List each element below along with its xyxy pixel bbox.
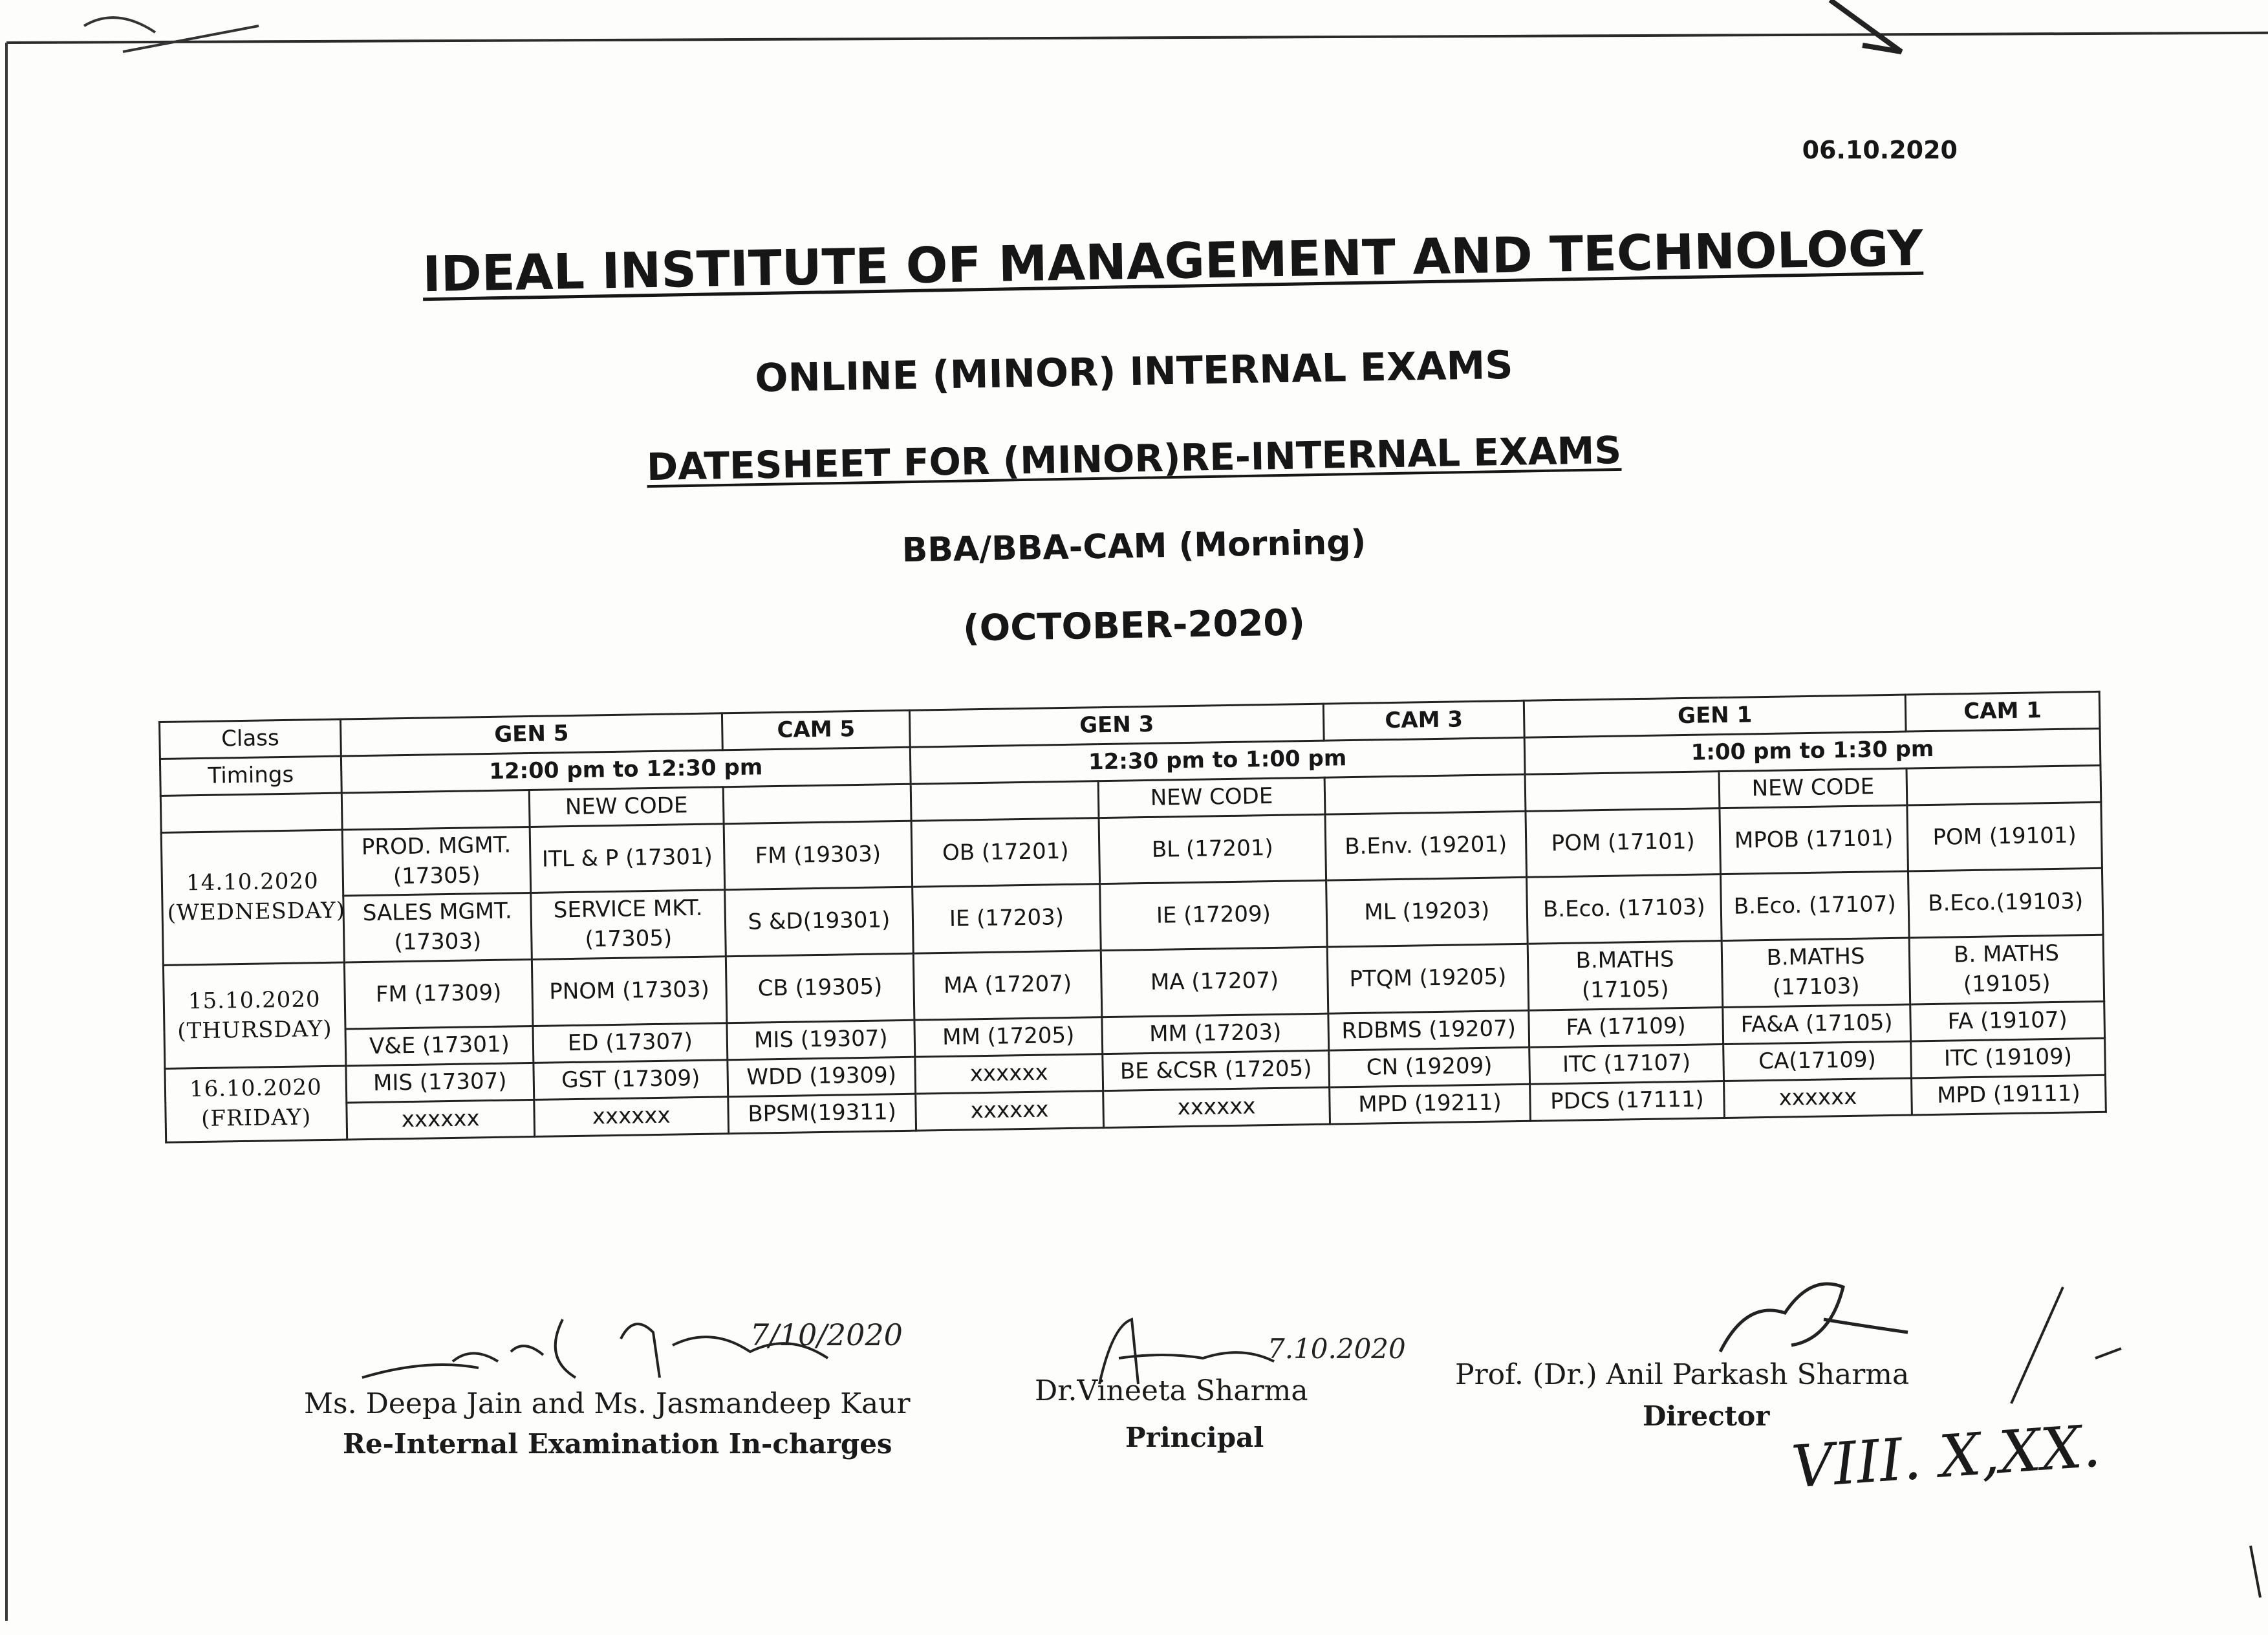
- exam-date: 16.10.2020: [189, 1074, 323, 1103]
- subject-cell: MA (17207): [1101, 947, 1328, 1017]
- subject-cell: ITC (19109): [1911, 1038, 2106, 1078]
- datesheet-table-wrapper: [158, 691, 2105, 1143]
- subject-cell: MA (17207): [913, 951, 1102, 1020]
- subject-cell: BE &CSR (17205): [1103, 1050, 1330, 1090]
- session-title: (OCTOBER-2020): [962, 601, 1306, 650]
- timings-label: Timings: [160, 756, 341, 796]
- principal-role: Principal: [1125, 1422, 1264, 1453]
- subject-cell: FM (19303): [724, 821, 913, 890]
- exam-date: 15.10.2020: [188, 986, 321, 1015]
- subject-cell: V&E (17301): [345, 1026, 534, 1065]
- subject-cell: S &D(19301): [725, 887, 914, 957]
- exam-date-cell: [161, 830, 344, 966]
- subject-cell: B. MATHS (19105): [1909, 935, 2104, 1004]
- subject-cell: MIS (17307): [346, 1063, 534, 1102]
- subject-cell: PDCS (17111): [1530, 1081, 1725, 1121]
- table-cell: [1324, 774, 1526, 814]
- datesheet-title: DATESHEET FOR (MINOR)RE-INTERNAL EXAMS: [646, 428, 1622, 490]
- subject-cell: xxxxxx: [1724, 1078, 1912, 1118]
- handwritten-note: VIII. X,XX.: [1789, 1412, 2103, 1502]
- timing-slot-1: 12:00 pm to 12:30 pm: [341, 747, 911, 793]
- table-cell: [723, 784, 911, 823]
- subject-cell: xxxxxx: [534, 1097, 729, 1137]
- subject-cell: OB (17201): [911, 817, 1100, 887]
- subject-cell: FA (17109): [1529, 1008, 1723, 1048]
- exam-weekday: (THURSDAY): [177, 1015, 332, 1045]
- table-cell: [1906, 765, 2101, 805]
- principal-handwritten-date: 7.10.2020: [1268, 1333, 1406, 1365]
- subject-cell: MPD (19211): [1330, 1084, 1531, 1124]
- subject-cell: PROD. MGMT. (17305): [342, 827, 531, 896]
- subject-cell: xxxxxx: [347, 1099, 535, 1139]
- programme-title: BBA/BBA-CAM (Morning): [902, 523, 1366, 570]
- exam-weekday: (FRIDAY): [200, 1104, 312, 1132]
- group-gen5: GEN 5: [340, 713, 722, 756]
- subject-cell: B.Eco. (17107): [1721, 871, 1910, 940]
- subject-cell: MPD (19111): [1912, 1075, 2106, 1115]
- director-name: Prof. (Dr.) Anil Parkash Sharma: [1455, 1358, 1910, 1391]
- class-label: Class: [160, 719, 341, 759]
- subject-cell: BL (17201): [1099, 814, 1326, 884]
- subject-cell: B.Env. (19201): [1325, 811, 1527, 881]
- issue-date: 06.10.2020: [1802, 136, 1958, 164]
- subject-cell: MM (17205): [914, 1017, 1103, 1057]
- incharges-handwritten-date: 7/10/2020: [750, 1317, 903, 1352]
- subject-cell: WDD (19309): [728, 1057, 916, 1096]
- exam-date: 14.10.2020: [186, 868, 319, 896]
- datesheet-table: [158, 691, 2107, 1143]
- subject-cell: B.MATHS (17105): [1528, 941, 1723, 1010]
- timing-slot-2: 12:30 pm to 1:00 pm: [910, 737, 1525, 784]
- subject-cell: PTQM (19205): [1327, 944, 1529, 1014]
- subject-cell: B.Eco. (17103): [1527, 874, 1722, 944]
- subject-cell: POM (19101): [1907, 802, 2102, 871]
- subject-cell: GST (17309): [534, 1060, 728, 1100]
- subject-cell: RDBMS (19207): [1328, 1010, 1529, 1050]
- subject-cell: ED (17307): [533, 1023, 728, 1063]
- subject-cell: MM (17203): [1102, 1013, 1329, 1054]
- exam-date-cell: [163, 962, 345, 1068]
- director-signature: [1694, 1261, 1966, 1371]
- group-gen1: GEN 1: [1524, 695, 1906, 737]
- subject-cell: POM (17101): [1526, 808, 1721, 877]
- new-code-label: NEW CODE: [1719, 768, 1907, 808]
- exam-weekday: (WEDNESDAY): [167, 897, 346, 926]
- director-role: Director: [1643, 1400, 1770, 1432]
- subject-cell: FM (17309): [344, 960, 533, 1029]
- subject-cell: ITL & P (17301): [530, 823, 725, 893]
- principal-name: Dr.Vineeta Sharma: [1035, 1374, 1308, 1407]
- group-gen3: GEN 3: [909, 704, 1324, 747]
- group-cam3: CAM 3: [1323, 700, 1524, 741]
- subject-cell: CB (19305): [726, 953, 914, 1023]
- margin-marks: [1992, 1274, 2238, 1610]
- subject-cell: xxxxxx: [915, 1054, 1103, 1094]
- group-cam1: CAM 1: [1905, 691, 2100, 731]
- subject-cell: IE (17209): [1100, 881, 1328, 951]
- subject-cell: SALES MGMT. (17303): [343, 893, 532, 962]
- table-cell: [160, 793, 342, 832]
- subject-cell: ML (19203): [1326, 878, 1528, 947]
- subject-cell: BPSM(19311): [728, 1094, 916, 1133]
- incharges-signature-block: [304, 1387, 911, 1460]
- table-cell: [1525, 771, 1720, 811]
- subject-cell: PNOM (17303): [532, 957, 727, 1026]
- exam-title: ONLINE (MINOR) INTERNAL EXAMS: [754, 342, 1514, 402]
- group-cam5: CAM 5: [722, 710, 910, 750]
- subject-cell: B.Eco.(19103): [1908, 869, 2103, 938]
- subject-cell: xxxxxx: [916, 1090, 1104, 1130]
- exam-date-cell: [165, 1066, 347, 1142]
- subject-cell: SERVICE MKT. (17305): [531, 890, 726, 959]
- subject-cell: IE (17203): [913, 884, 1101, 953]
- subject-cell: CA(17109): [1723, 1041, 1912, 1081]
- table-cell: [911, 781, 1099, 820]
- director-signature-block: [1455, 1358, 1909, 1432]
- new-code-label: NEW CODE: [1098, 777, 1325, 817]
- new-code-label: NEW CODE: [529, 787, 724, 827]
- subject-cell: CN (19209): [1329, 1047, 1530, 1087]
- incharges-names: Ms. Deepa Jain and Ms. Jasmandeep Kaur: [304, 1387, 911, 1420]
- institute-title: IDEAL INSTITUTE OF MANAGEMENT AND TECHNOLOGY: [422, 219, 1924, 303]
- timing-slot-3: 1:00 pm to 1:30 pm: [1524, 728, 2101, 774]
- subject-cell: B.MATHS (17103): [1722, 938, 1910, 1007]
- subject-cell: MIS (19307): [727, 1020, 915, 1059]
- incharges-role: Re-Internal Examination In-charges: [343, 1428, 892, 1460]
- principal-signature-block: [1035, 1374, 1308, 1453]
- subject-cell: FA (19107): [1910, 1001, 2105, 1041]
- subject-cell: MPOB (17101): [1720, 805, 1908, 874]
- scan-corner-mark: [0, 0, 2268, 78]
- subject-cell: ITC (17107): [1529, 1044, 1724, 1084]
- table-cell: [341, 790, 530, 829]
- subject-cell: FA&A (17105): [1723, 1004, 1911, 1044]
- subject-cell: xxxxxx: [1103, 1087, 1330, 1127]
